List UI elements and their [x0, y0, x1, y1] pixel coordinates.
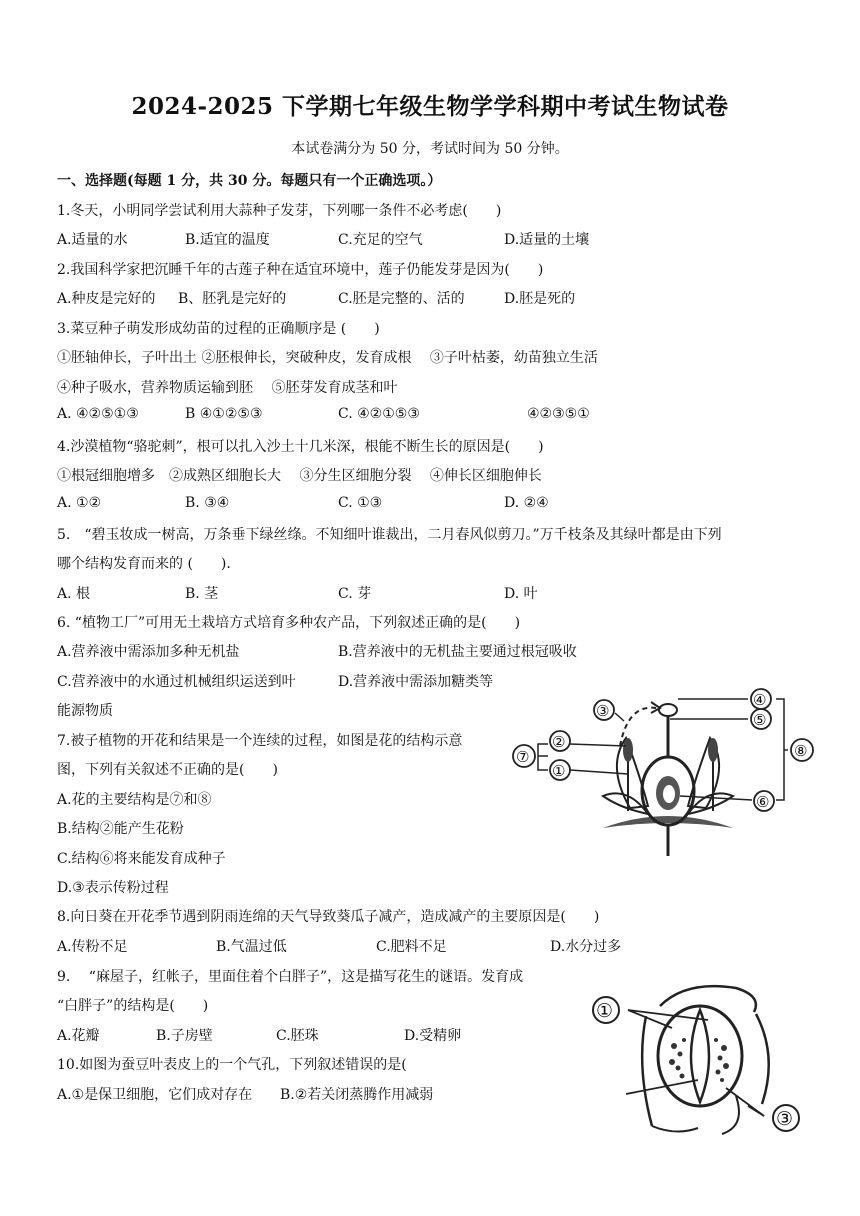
- q4-option-b: B. ③④: [185, 495, 230, 511]
- q3-steps-line-2: ④种子吸水，营养物质运输到胚 ⑤胚芽发育成茎和叶: [57, 380, 398, 396]
- q9-option-a: A.花瓣: [57, 1028, 100, 1044]
- figure-label-2: ②: [552, 733, 566, 751]
- q1-option-a: A.适量的水: [57, 232, 128, 248]
- question-4-stem: 4.沙漠植物“骆驼刺”，根可以扎入沙土十几米深，根能不断生长的原因是( ): [57, 439, 544, 455]
- figure-label-3: ③: [596, 702, 610, 720]
- q6-option-b: B.营养液中的无机盐主要通过根冠吸收: [338, 644, 577, 660]
- q6-option-d-continued: 能源物质: [57, 703, 113, 719]
- q9-option-b: B.子房壁: [156, 1028, 213, 1044]
- section-heading: 一、选择题(每题 1 分，共 30 分。每题只有一个正确选项。）: [57, 173, 442, 189]
- q10-option-a: A.①是保卫细胞，它们成对存在: [57, 1087, 253, 1103]
- q3-option-d: ④②③⑤①: [527, 406, 590, 422]
- question-1-stem: 1.冬天，小明同学尝试利用大蒜种子发芽，下列哪一条件不必考虑( ): [57, 203, 502, 219]
- q4-option-d: D. ②④: [504, 495, 549, 511]
- page-title: 2024-2025 下学期七年级生物学学科期中考试生物试卷: [131, 93, 729, 120]
- q3-option-a: A. ④②⑤①③: [57, 406, 139, 422]
- figure-label-4: ④: [753, 691, 767, 709]
- q4-option-a: A. ①②: [57, 495, 102, 511]
- question-3-stem: 3.菜豆种子萌发形成幼苗的过程的正确顺序是 ( ): [57, 321, 380, 337]
- q5-option-b: B. 茎: [185, 586, 219, 602]
- q2-option-a: A.种皮是完好的: [57, 291, 156, 307]
- question-7-stem-1: 7.被子植物的开花和结果是一个连续的过程，如图是花的结构示意: [57, 733, 463, 749]
- q3-option-c: C. ④②①⑤③: [338, 406, 420, 422]
- question-10-stem: 10.如图为蚕豆叶表皮上的一个气孔，下列叙述错误的是(: [57, 1057, 407, 1073]
- flower-structure-figure: [508, 686, 828, 858]
- q9-option-c: C.胚珠: [276, 1028, 319, 1044]
- stoma-label-1: ①: [596, 1000, 614, 1022]
- figure-label-1: ①: [552, 762, 566, 780]
- q1-option-b: B.适宜的温度: [185, 232, 270, 248]
- question-5-stem-1: 5. “碧玉妆成一树高，万条垂下绿丝绦。不知细叶谁裁出，二月春风似剪刀。”万千枝条及其绿叶都是由下列: [57, 527, 722, 543]
- question-9-stem-1: 9. “麻屋子，红帐子，里面住着个白胖子”，这是描写花生的谜语。发育成: [57, 969, 524, 985]
- q7-option-c: C.结构⑥将来能发育成种子: [57, 851, 226, 867]
- figure-label-5: ⑤: [753, 711, 767, 729]
- q6-option-a: A.营养液中需添加多种无机盐: [57, 644, 240, 660]
- page-subtitle: 本试卷满分为 50 分，考试时间为 50 分钟。: [291, 141, 569, 157]
- stoma-figure: [586, 976, 816, 1142]
- q8-option-b: B.气温过低: [216, 939, 287, 955]
- question-7-stem-2: 图，下列有关叙述不正确的是( ): [57, 762, 278, 778]
- q7-option-a: A.花的主要结构是⑦和⑧: [57, 792, 212, 808]
- q5-option-a: A. 根: [57, 586, 91, 602]
- figure-label-7: ⑦: [516, 748, 530, 766]
- q1-option-d: D.适量的土壤: [504, 232, 590, 248]
- q4-option-c: C. ①③: [338, 495, 383, 511]
- question-9-stem-2: “白胖子”的结构是( ): [57, 998, 209, 1014]
- question-8-stem: 8.向日葵在开花季节遇到阴雨连绵的天气导致葵瓜子减产，造成减产的主要原因是( ): [57, 909, 600, 925]
- q8-option-c: C.肥料不足: [376, 939, 447, 955]
- q6-option-d: D.营养液中需添加糖类等: [338, 674, 494, 690]
- question-6-stem: 6. “植物工厂”可用无土栽培方式培育多种农产品，下列叙述正确的是( ): [57, 615, 521, 631]
- q7-option-d: D.③表示传粉过程: [57, 880, 169, 896]
- stoma-label-3: ③: [776, 1108, 794, 1130]
- figure-label-6: ⑥: [756, 793, 770, 811]
- q5-option-c: C. 芽: [338, 586, 372, 602]
- q2-option-c: C.胚是完整的、活的: [338, 291, 465, 307]
- q8-option-a: A.传粉不足: [57, 939, 128, 955]
- q3-steps-line-1: ①胚轴伸长，子叶出土 ②胚根伸长，突破种皮，发育成根 ③子叶枯萎，幼苗独立生活: [57, 350, 598, 366]
- q6-option-c: C.营养液中的水通过机械组织运送到叶: [57, 674, 296, 690]
- q2-option-d: D.胚是死的: [504, 291, 576, 307]
- q10-option-b: B.②若关闭蒸腾作用减弱: [280, 1087, 434, 1103]
- question-5-stem-2: 哪个结构发育而来的 ( ).: [57, 556, 231, 572]
- q1-option-c: C.充足的空气: [338, 232, 423, 248]
- q3-option-b: B ④①②⑤③: [185, 406, 263, 422]
- q2-option-b: B、胚乳是完好的: [178, 291, 287, 307]
- q8-option-d: D.水分过多: [550, 939, 622, 955]
- q9-option-d: D.受精卵: [404, 1028, 462, 1044]
- q5-option-d: D. 叶: [504, 586, 538, 602]
- figure-label-8: ⑧: [794, 742, 808, 760]
- q4-facts-line: ①根冠细胞增多 ②成熟区细胞长大 ③分生区细胞分裂 ④伸长区细胞伸长: [57, 468, 542, 484]
- q7-option-b: B.结构②能产生花粉: [57, 821, 184, 837]
- question-2-stem: 2.我国科学家把沉睡千年的古莲子种在适宜环境中，莲子仍能发芽是因为( ): [57, 262, 544, 278]
